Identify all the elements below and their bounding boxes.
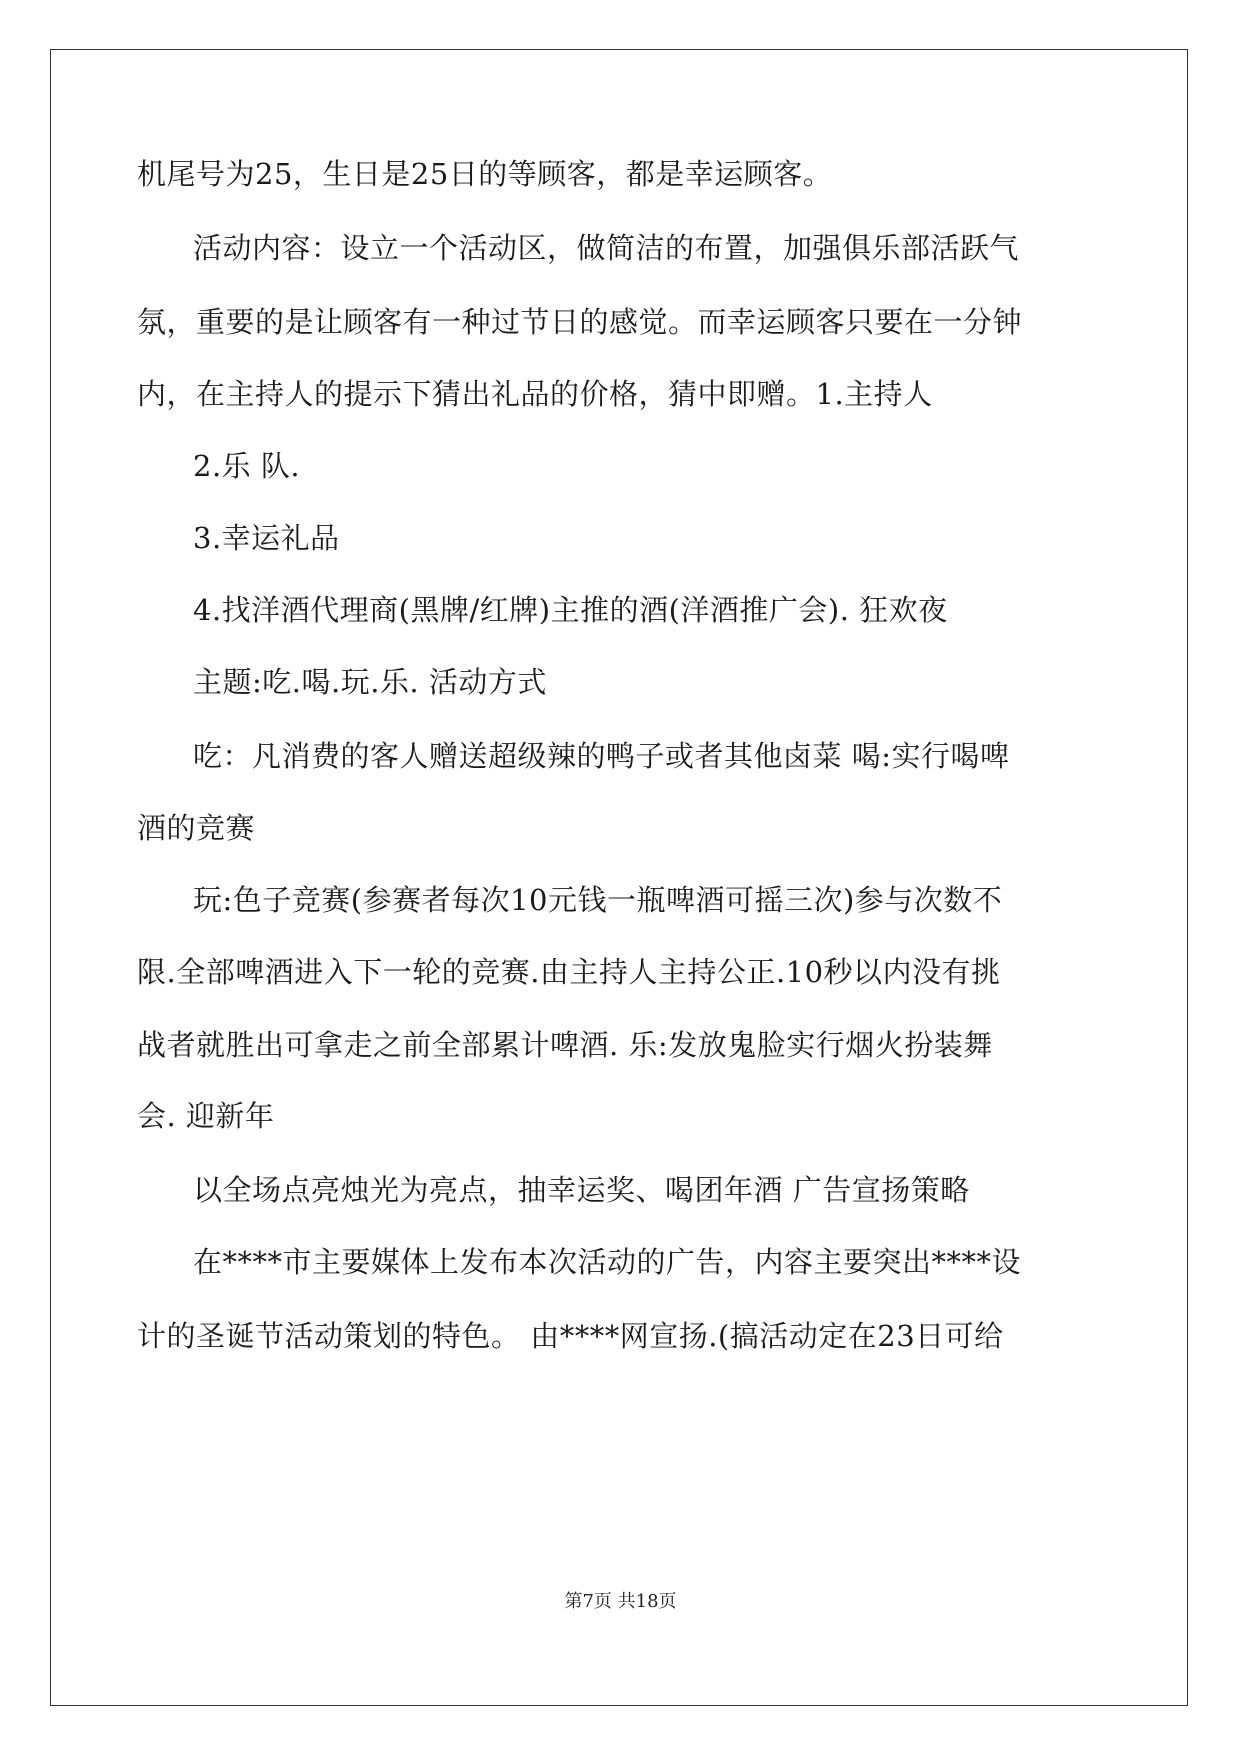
text-line-8: 主题:吃.喝.玩.乐. 活动方式 [193, 665, 547, 699]
text-line-11: 玩:色子竞赛(参赛者每次10元钱一瓶啤酒可摇三次)参与次数不 [193, 883, 1003, 917]
text-line-5: 2.乐 队. [193, 449, 301, 483]
text-line-12: 限.全部啤酒进入下一轮的竞赛.由主持人主持公正.10秒以内没有挑 [137, 955, 1001, 989]
text-line-16: 在****市主要媒体上发布本次活动的广告，内容主要突出****设 [193, 1245, 1022, 1279]
text-line-4: 内，在主持人的提示下猜出礼品的价格，猜中即赠。1.主持人 [137, 377, 933, 411]
text-line-17: 计的圣诞节活动策划的特色。 由****网宣扬.(搞活动定在23日可给 [137, 1319, 1004, 1353]
text-line-2: 活动内容：设立一个活动区，做简洁的布置，加强俱乐部活跃气 [193, 231, 1020, 265]
text-line-7: 4.找洋酒代理商(黑牌/红牌)主推的酒(洋酒推广会). 狂欢夜 [193, 593, 948, 627]
text-line-13: 战者就胜出可拿走之前全部累计啤酒. 乐:发放鬼脸实行烟火扮装舞 [137, 1028, 993, 1062]
page-border [50, 49, 1188, 1706]
text-line-3: 氛，重要的是让顾客有一种过节日的感觉。而幸运顾客只要在一分钟 [137, 305, 1023, 339]
text-line-10: 酒的竞赛 [137, 811, 256, 845]
text-line-1: 机尾号为25，生日是25日的等顾客，都是幸运顾客。 [137, 157, 833, 191]
text-line-14: 会. 迎新年 [137, 1099, 275, 1133]
text-line-6: 3.幸运礼品 [193, 521, 340, 555]
text-line-9: 吃：凡消费的客人赠送超级辣的鸭子或者其他卤菜 喝:实行喝啤 [193, 739, 1010, 773]
text-line-15: 以全场点亮烛光为亮点，抽幸运奖、喝团年酒 广告宣扬策略 [193, 1173, 970, 1207]
page-number-footer: 第7页 共18页 [564, 1591, 677, 1612]
